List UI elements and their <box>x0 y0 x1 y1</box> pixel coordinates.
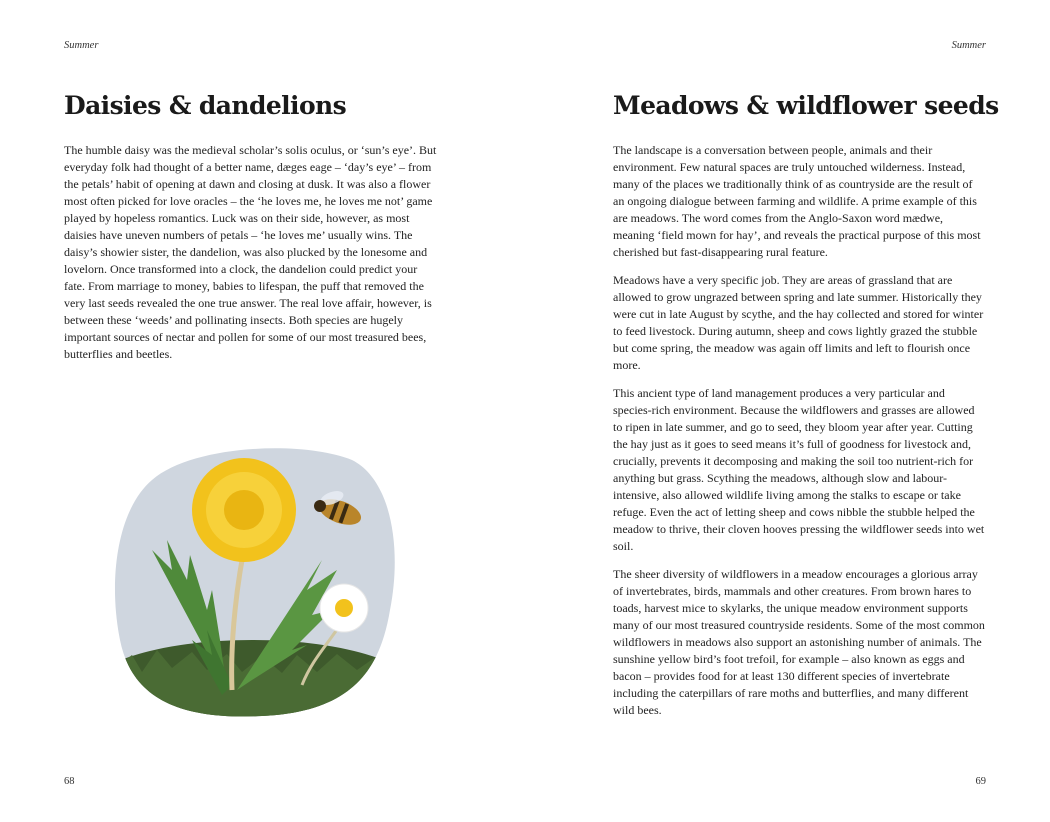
right-paragraph-1: The landscape is a conversation between people, animals and their environment. Few natural spaces are truly untouched wilderness. Instead, many of the places we traditionally think of as countryside are the result of an ongoing dialogue between farming and wildlife. A prime example of this are meadows. The word comes from the Anglo-Saxon word mædwe, meaning ‘field mown for hay’, and reveals the practical purpose of this most cherished but fast-disappearing rural feature. <box>613 143 981 259</box>
right-page <box>525 0 1050 822</box>
left-body-text <box>64 142 439 374</box>
daisy-icon <box>320 584 368 632</box>
running-head-right: Summer <box>951 40 986 51</box>
right-paragraph-2: Meadows have a very specific job. They are areas of grassland that are allowed to grow ungrazed between spring and late summer. Historically they were cut in late August by scythe, and the hay collected and stored for winter to feed livestock. During autumn, sheep and cows lightly grazed the stubble but come spring, the meadow was again off limits and left to flourish once more. <box>613 273 984 372</box>
right-paragraph-4: The sheer diversity of wildflowers in a meadow encourages a glorious array of invertebrates, birds, mammals and other creatures. From brown hares to toads, harvest mice to skylarks, the unique meadow environment supports many of our most treasured countryside residents. Some of the most common wildflowers in meadows also support an astonishing number of animals. The sunshine yellow bird’s foot trefoil, for example – also known as eggs and bacon – provides food for at least 130 different species of invertebrate including the caterpillars of rare moths and butterflies, and many different wild bees. <box>613 567 985 717</box>
page-number-left: 68 <box>64 776 75 787</box>
dandelion-flower-icon <box>192 458 296 562</box>
left-page-title: Daisies & dandelions <box>64 91 347 120</box>
running-head-left: Summer <box>64 40 99 51</box>
dandelion-bee-illustration <box>112 440 397 720</box>
right-paragraph-3: This ancient type of land management produces a very particular and species-rich environment. Because the wildflowers and grasses are allowed to ripen in late summer, and go to seed, they bloom year after year. Cutting the hay just as it goes to seed means it’s full of goodness for livestock and, crucially, prevents it decomposing and making the soil too nutrient-rich for anything but grass. Scything the meadows, although slow and labour-intensive, also allowed wildlife living among the stalks to escape or take refuge. Even the act of letting sheep and cows nibble the stubble helped the meadow to thrive, their cloven hooves pressing the wildflower seeds into wet soil. <box>613 386 985 553</box>
right-page-title: Meadows & wildflower seeds <box>613 91 999 120</box>
right-body-text <box>613 142 985 730</box>
left-paragraph-1: The humble daisy was the medieval scholar’s solis oculus, or ‘sun’s eye’. But everyday folk had thought of a better name, dæges eage – ‘day’s eye’ – from the petals’ habit of opening at dawn and closing at dusk. It was also a flower most often picked for love oracles – the ‘he loves me, he loves me not’ game played by hopeless romantics. Luck was on their side, however, as most daisies have uneven numbers of petals – ‘he loves me’ usually wins. The daisy’s showier sister, the dandelion, was also plucked by the lonesome and lovelorn. Once transformed into a clock, the dandelion could predict your fate. From marriage to money, babies to lifespan, the puff that removed the very last seeds revealed the one true answer. The real love affair, however, is between these ‘weeds’ and pollinating insects. Both species are hugely important sources of nectar and pollen for some of our most treasured bees, butterflies and beetles. <box>64 143 437 361</box>
page-number-right: 69 <box>975 776 986 787</box>
